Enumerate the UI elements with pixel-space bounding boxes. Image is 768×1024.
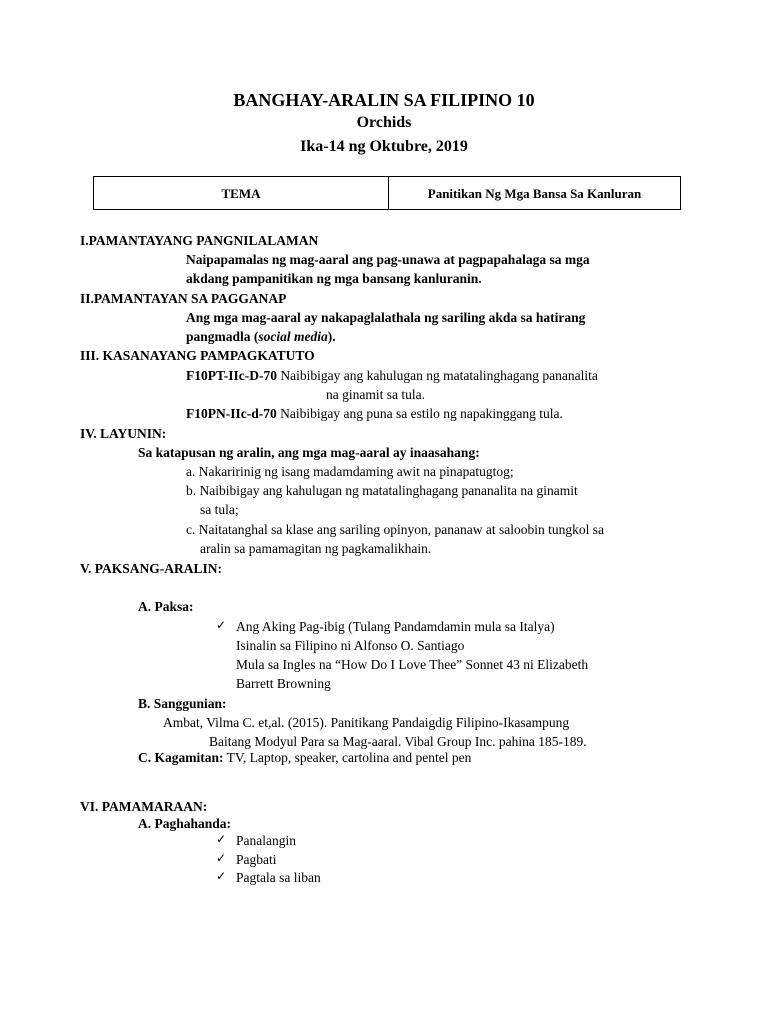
section-1-text-line-2: akdang pampanitikan ng mga bansang kanluranin. xyxy=(186,271,482,286)
kagamitan-label: C. Kagamitan: xyxy=(138,750,224,765)
document-title: BANGHAY-ARALIN SA FILIPINO 10 xyxy=(233,90,535,110)
kagamitan-text: TV, Laptop, speaker, cartolina and pentel pen xyxy=(223,750,472,765)
objectives-intro: Sa katapusan ng aralin, ang mga mag-aaral ay inaasahang: xyxy=(138,445,480,460)
section-4-heading: IV. LAYUNIN: xyxy=(80,426,167,441)
paksa-label: A. Paksa: xyxy=(138,599,194,614)
paksa-line-2: Isinalin sa Filipino ni Alfonso O. Santiago xyxy=(236,638,465,653)
paksa-line-4: Barrett Browning xyxy=(236,676,331,691)
objective-c-line-1: c. Naitatanghal sa klase ang sariling opinyon, pananaw at saloobin tungkol sa xyxy=(186,522,605,537)
section-2-text-italic: social media xyxy=(258,329,328,344)
checkmark-icon: ✓ xyxy=(216,869,227,883)
paghahanda-item-1: Panalangin xyxy=(236,833,296,848)
paghahanda-item-3: Pagtala sa liban xyxy=(236,870,321,885)
competency-1-text: Naibibigay ang kahulugan ng matatalinghagang pananalita xyxy=(277,368,598,383)
tema-label: TEMA xyxy=(94,177,389,209)
section-6-heading: VI. PAMAMARAAN: xyxy=(80,799,208,814)
competency-1-continued: na ginamit sa tula. xyxy=(326,387,425,402)
objective-c-line-2: aralin sa pamamagitan ng pagkamalikhain. xyxy=(200,541,432,556)
competency-2 xyxy=(186,404,563,423)
section-5-heading: V. PAKSANG-ARALIN: xyxy=(80,561,223,576)
objective-b-line-2: sa tula; xyxy=(200,502,239,517)
section-2-text-post: ). xyxy=(327,329,336,344)
section-2-heading: II.PAMANTAYAN SA PAGGANAP xyxy=(80,291,287,306)
checkmark-icon: ✓ xyxy=(216,832,227,846)
section-3-heading: III. KASANAYANG PAMPAGKATUTO xyxy=(80,348,315,363)
competency-2-code: F10PN-IIc-d-70 xyxy=(186,406,277,421)
paksa-line-3: Mula sa Ingles na “How Do I Love Thee” Sonnet 43 ni Elizabeth xyxy=(236,657,589,672)
checkmark-icon: ✓ xyxy=(216,851,227,865)
paghahanda-label: A. Paghahanda: xyxy=(138,816,232,831)
objective-a: a. Nakaririnig ng isang madamdaming awit na pinapatugtog; xyxy=(186,464,514,479)
tema-table xyxy=(93,176,681,210)
kagamitan xyxy=(138,748,471,767)
section-1-text-line-1: Naipapamalas ng mag-aaral ang pag-unawa at pagpapahalaga sa mga xyxy=(186,252,590,267)
paksa-line-1: Ang Aking Pag-ibig (Tulang Pandamdamin mula sa Italya) xyxy=(236,619,555,634)
section-2-text-line-2 xyxy=(186,327,336,346)
checkmark-icon: ✓ xyxy=(216,618,227,632)
competency-2-text: Naibibigay ang puna sa estilo ng napakinggang tula. xyxy=(276,406,563,421)
sanggunian-line-2: Baitang Modyul Para sa Mag-aaral. Vibal Group Inc. pahina 185-189. xyxy=(209,734,587,749)
sanggunian-line-1: Ambat, Vilma C. et,al. (2015). Panitikang Pandaigdig Filipino-Ikasampung xyxy=(163,715,570,730)
lesson-date: Ika-14 ng Oktubre, 2019 xyxy=(300,138,468,155)
competency-1 xyxy=(186,366,598,385)
competency-1-code: F10PT-IIc-D-70 xyxy=(186,368,277,383)
class-section: Orchids xyxy=(356,114,412,131)
section-1-heading: I.PAMANTAYANG PANGNILALAMAN xyxy=(80,233,319,248)
tema-value: Panitikan Ng Mga Bansa Sa Kanluran xyxy=(427,185,642,201)
objective-b-line-1: b. Naibibigay ang kahulugan ng matatalinghagang pananalita na ginamit xyxy=(186,483,578,498)
sanggunian-label: B. Sanggunian: xyxy=(138,696,227,711)
section-2-text-pre: pangmadla ( xyxy=(186,329,259,344)
paghahanda-item-2: Pagbati xyxy=(236,852,277,867)
section-2-text-line-1: Ang mga mag-aaral ay nakapaglalathala ng sariling akda sa hatirang xyxy=(186,310,586,325)
